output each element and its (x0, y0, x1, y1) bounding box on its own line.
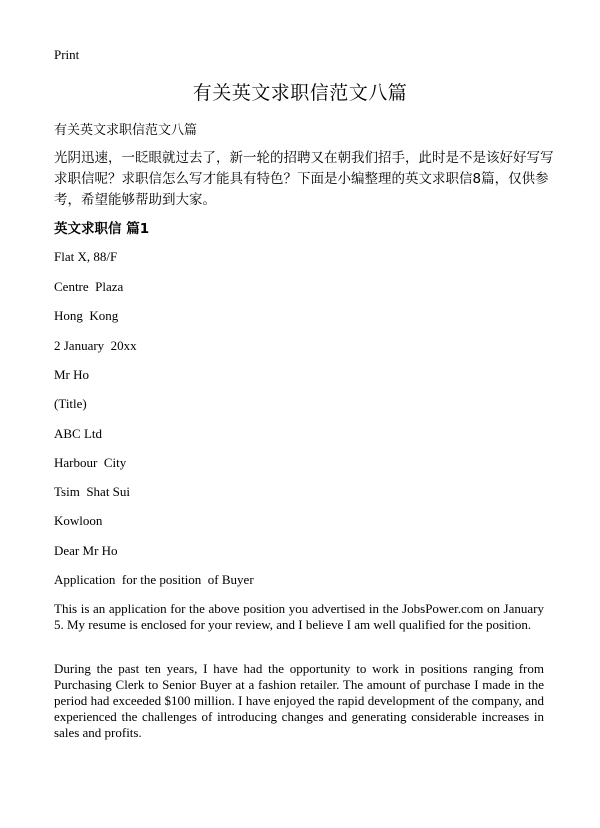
recipient-title: (Title) (54, 396, 87, 411)
recipient-company: ABC Ltd (54, 426, 103, 441)
subject-line: Application for the position of Buyer (54, 572, 254, 587)
page-title: 有关英文求职信范文八篇 (192, 82, 408, 104)
recipient-address-line: Tsim Shat Sui (54, 484, 131, 499)
recipient-name: Mr Ho (54, 367, 90, 382)
intro-paragraph: 光阴迅速，一眨眼就过去了，新一轮的招聘又在朝我们招手，此时是不是该好好写写求职信呢？求职信怎么写才能具有特色？下面是小编整理的英文求职信8篇，仅供参考，希望能够帮助到大家。 (54, 150, 554, 208)
address-line: Flat X, 88/F (54, 249, 118, 264)
address-line: Hong Kong (54, 308, 119, 323)
address-line: Centre Plaza (54, 279, 124, 294)
salutation: Dear Mr Ho (54, 543, 118, 558)
print-link[interactable]: Print (54, 47, 80, 62)
section-heading: 英文求职信 篇1 (54, 221, 150, 237)
letter-date: 2 January 20xx (54, 338, 137, 353)
recipient-address-line: Kowloon (54, 513, 103, 528)
document-subtitle: 有关英文求职信范文八篇 (54, 123, 198, 138)
body-paragraph: This is an application for the above position you advertised in the JobsPower.com on January 5. My resume is enclosed for your review, and I believe I am well qualified for the position. (54, 601, 544, 632)
recipient-address-line: Harbour City (54, 455, 127, 470)
body-paragraph: During the past ten years, I have had the opportunity to work in positions ranging from Purchasing Clerk to Senior Buyer at a fashion retailer. The amount of purchase I made in the period had exceeded $100 million. I have enjoyed the rapid development of the company, and experienced the challenges of introducing changes and generating considerable increases in sales and profits. (54, 661, 544, 740)
